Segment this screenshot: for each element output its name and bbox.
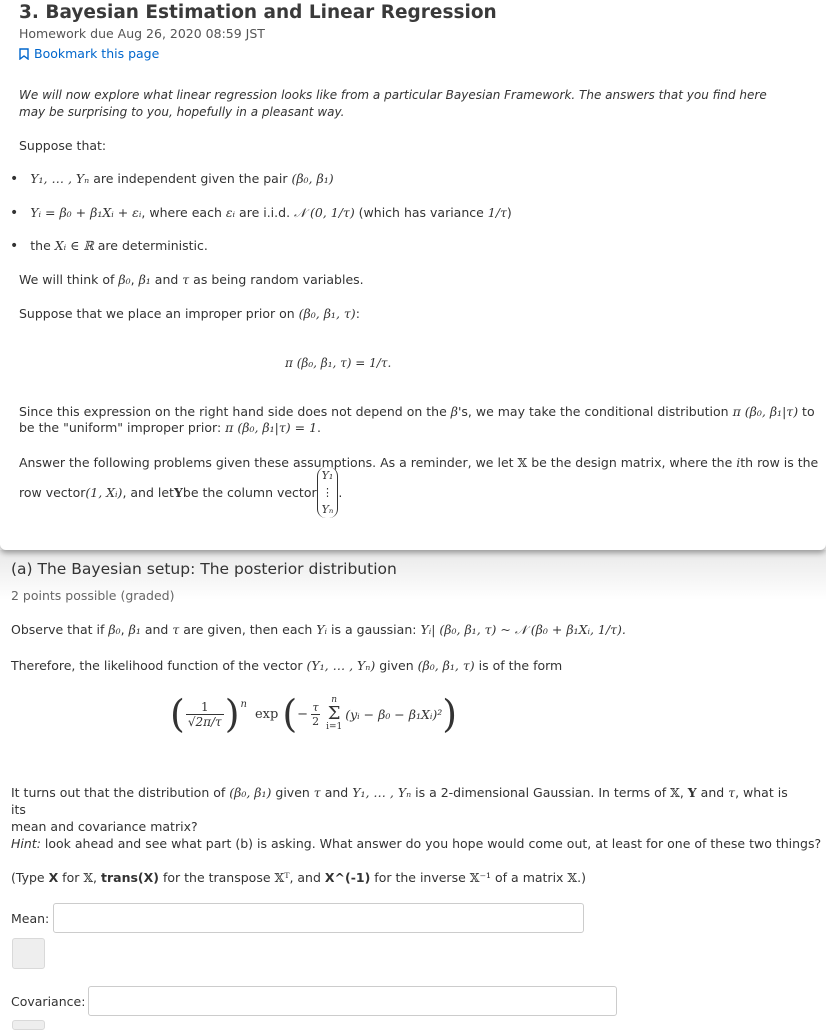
random-variables-text: We will think of β₀, β₁ and τ as being random variables. [19, 272, 364, 287]
therefore-text: Therefore, the likelihood function of the vector (Y₁, … , Yₙ) given (β₀, β₁, τ) is of the form [11, 658, 563, 673]
prior-formula: π (β₀, β₁, τ) = 1/τ. [285, 356, 392, 370]
mean-label: Mean: [11, 911, 50, 926]
bookmark-label: Bookmark this page [34, 46, 160, 61]
bookmark-link[interactable] [19, 46, 159, 61]
covariance-status-button[interactable] [12, 1020, 45, 1030]
covariance-input[interactable] [88, 986, 617, 1016]
type-instructions: (Type X for 𝕏, trans(X) for the transpose 𝕏ᵀ, and X^(-1) for the inverse 𝕏⁻¹ of a matrix 𝕏.) [11, 870, 586, 885]
turns-out-text: It turns out that the distribution of (β₀, β₁) given τ and Y₁, … , Yₙ is a 2-dimensional Gaussian. In terms of 𝕏, Y and τ, what is its mean and covariance matrix? [11, 785, 788, 834]
due-date: Homework due Aug 26, 2020 08:59 JST [19, 26, 265, 41]
prior-text: Suppose that we place an improper prior on (β₀, β₁, τ): [19, 306, 360, 321]
mean-input[interactable] [53, 903, 584, 933]
likelihood-formula: ( 1 √2π/τ ) n exp ( − $\frac{\tau}{2}$ n Σ i=1 (yᵢ − β₀ − β₁Xᵢ)² ) [170, 692, 458, 736]
hint-text: Hint: look ahead and see what part (b) is asking. What answer do you hope would come out, at least for one of these two things? [11, 836, 822, 851]
bookmark-icon [19, 48, 29, 60]
bullet-deterministic: • the Xᵢ ∈ ℝ are deterministic. [10, 238, 208, 254]
answer-text-line2: row vector (1, Xᵢ) , and let Y be the column vector Y₁ ⋮ Yₙ . [19, 469, 343, 516]
mean-status-button[interactable] [12, 938, 45, 969]
since-text: Since this expression on the right hand side does not depend on the β's, we may take the conditional distribution π (β₀, β₁|τ) to be the "uniform" improper prior: π (β₀, β₁|τ) = 1. [19, 404, 815, 435]
page-title: 3. Bayesian Estimation and Linear Regression [19, 2, 497, 23]
covariance-label: Covariance: [11, 994, 86, 1009]
intro-text: We will now explore what linear regression looks like from a particular Bayesian Framework. The answers that you find here may be surprising to you, hopefully in a pleasant way. [19, 88, 767, 119]
part-a-title: (a) The Bayesian setup: The posterior distribution [11, 560, 397, 578]
suppose-text: Suppose that: [19, 138, 107, 153]
part-a-points: 2 points possible (graded) [11, 588, 175, 603]
bullet-independence: • Y₁, … , Yₙ are independent given the pair (β₀, β₁) [10, 171, 334, 187]
bullet-model: • Yᵢ = β₀ + β₁Xᵢ + εᵢ, where each εᵢ are i.i.d. 𝒩 (0, 1/τ) (which has variance 1/τ) [10, 205, 512, 221]
answer-text-line1: Answer the following problems given these assumptions. As a reminder, we let 𝕏 be the design matrix, where the ith row is the [19, 455, 819, 470]
column-vector-y: Y₁ ⋮ Yₙ [317, 467, 339, 518]
observe-text: Observe that if β₀, β₁ and τ are given, then each Yᵢ is a gaussian: Yᵢ| (β₀, β₁, τ) ~ 𝒩 (β₀ + β₁Xᵢ, 1/τ). [11, 622, 626, 637]
